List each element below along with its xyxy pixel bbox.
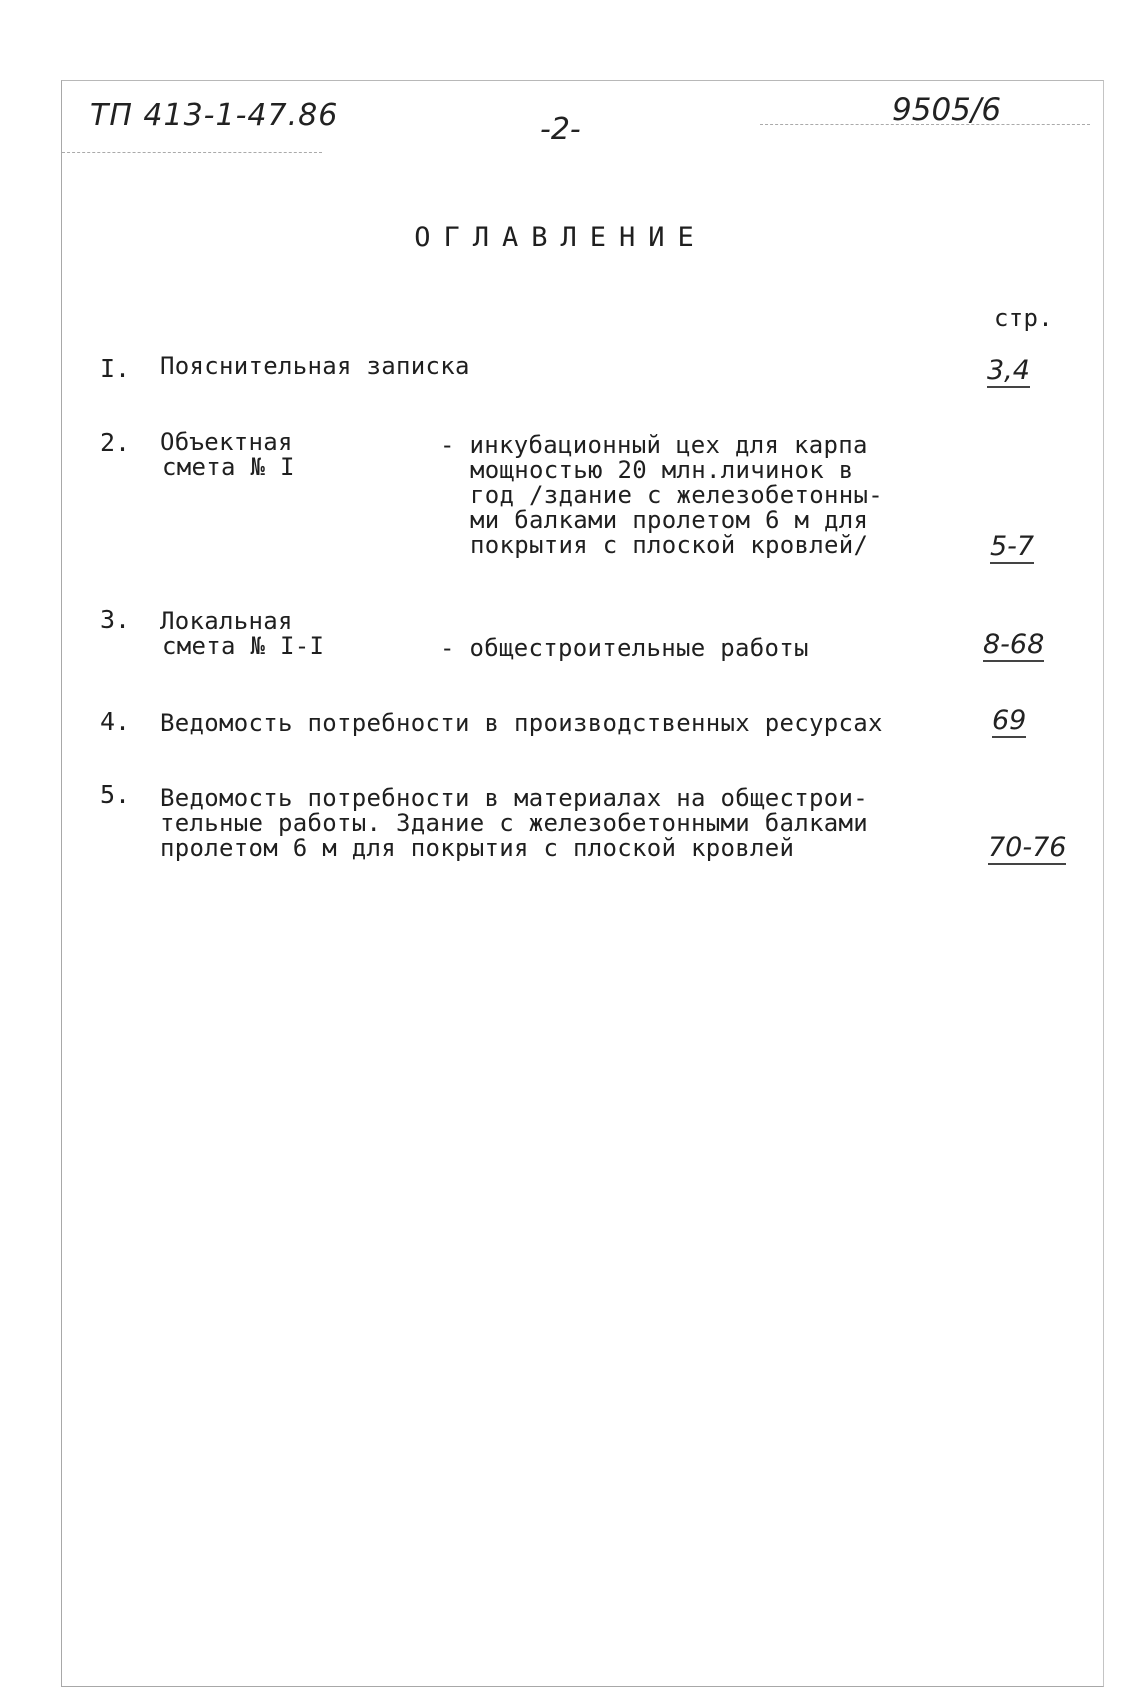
page-title: ОГЛАВЛЕНИЕ [414, 222, 707, 253]
item-pages: 69 [992, 705, 1027, 736]
item-desc-line: мощностью 20 млн.личинок в [470, 456, 854, 484]
item-pages: 8-68 [983, 629, 1045, 660]
item-desc-line: - инкубационный цех для карпа [440, 431, 868, 459]
item-pages: 70-76 [988, 832, 1067, 863]
inventory-number: 9505/6 [892, 92, 1002, 128]
doc-code: ТП 413-1-47.86 [90, 98, 339, 133]
item-desc-line: покрытия с плоской кровлей/ [470, 531, 869, 559]
header-divider-left [62, 152, 322, 153]
item-desc-line: ми балками пролетом 6 м для [470, 506, 869, 534]
page-marker: -2- [540, 112, 581, 147]
item-title-line: Пояснительная записка [160, 352, 470, 380]
item-number: 5. [100, 780, 131, 809]
item-pages: 5-7 [990, 531, 1035, 562]
item-title-line: Ведомость потребности в материалах на общестрои- [160, 784, 868, 812]
item-number: 2. [100, 428, 131, 457]
item-title-line: смета № I-I [162, 632, 325, 660]
item-title-line: смета № I [162, 453, 295, 481]
header-divider-right [760, 124, 1090, 125]
item-title-line: пролетом 6 м для покрытия с плоской кровлей [160, 834, 795, 862]
item-title-line: Локальная [160, 607, 293, 635]
page-column-label: стр. [994, 304, 1053, 332]
item-title-line: Ведомость потребности в производственных ресурсах [160, 709, 883, 737]
item-pages: 3,4 [987, 355, 1030, 386]
page-frame [61, 80, 1104, 1687]
item-number: 3. [100, 605, 131, 634]
item-desc-line: - общестроительные работы [440, 634, 809, 662]
item-number: I. [100, 354, 131, 383]
item-desc-line: год /здание с железобетонны- [470, 481, 883, 509]
item-title-line: Объектная [160, 428, 293, 456]
item-number: 4. [100, 707, 131, 736]
item-title-line: тельные работы. Здание с железобетонными балками [160, 809, 868, 837]
